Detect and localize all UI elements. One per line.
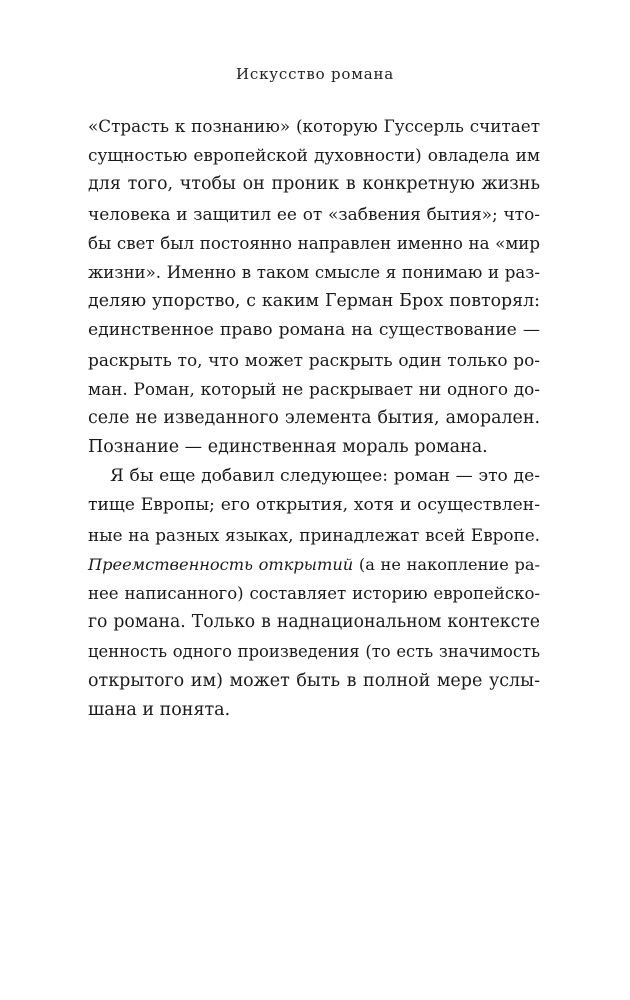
text-line: человека и защитил ее от «забвения бытия»; что-	[88, 203, 540, 224]
text-line: для того, чтобы он проник в конкретную жизнь	[88, 174, 540, 195]
body-text	[88, 112, 540, 725]
text-line: Я бы еще добавил следующее: роман — это де-	[110, 466, 540, 487]
text-line: бы свет был постоянно направлен именно на «мир	[88, 233, 540, 253]
text-line: «Страсть к познанию» (которую Гуссерль считает	[88, 116, 540, 136]
running-head: Искусство романа	[235, 65, 394, 83]
text-line: деляю упорство, с каким Герман Брох повторял:	[88, 291, 540, 312]
text-line: ман. Роман, который не раскрывает ни одного до-	[88, 378, 540, 399]
paragraph-1	[88, 112, 540, 462]
paragraph-2	[88, 462, 540, 725]
text-line: Познание — единственная мораль романа.	[88, 437, 488, 458]
text-line: единственное право романа на существование —	[88, 320, 540, 341]
text-line: ные на разных языках, принадлежат всей Европе.	[88, 524, 540, 545]
text-line: жизни». Именно в таком смысле я понимаю и раз-	[88, 262, 540, 282]
text-line: раскрыть то, что может раскрыть один только ро-	[88, 349, 540, 370]
text-line: селе не изведанного элемента бытия, аморален.	[88, 407, 540, 428]
text-line: нее написанного) составляет историю европейско-	[88, 584, 540, 603]
text-line: сущностью европейской духовности) овладела им	[88, 145, 540, 166]
text-line: тище Европы; его открытия, хотя и осуществлен-	[88, 495, 540, 516]
text-line: шана и понята.	[88, 699, 231, 720]
text-line-with-italic	[88, 550, 540, 579]
text-line: открытого им) может быть в полной мере услы-	[88, 670, 540, 691]
text-line: ценность одного произведения (то есть значимость	[88, 642, 540, 662]
text-line: го романа. Только в наднациональном контексте	[88, 612, 540, 633]
italic-phrase: Преемственность открытий	[88, 554, 354, 574]
text-fragment: (а не накопление ра-	[353, 554, 540, 574]
